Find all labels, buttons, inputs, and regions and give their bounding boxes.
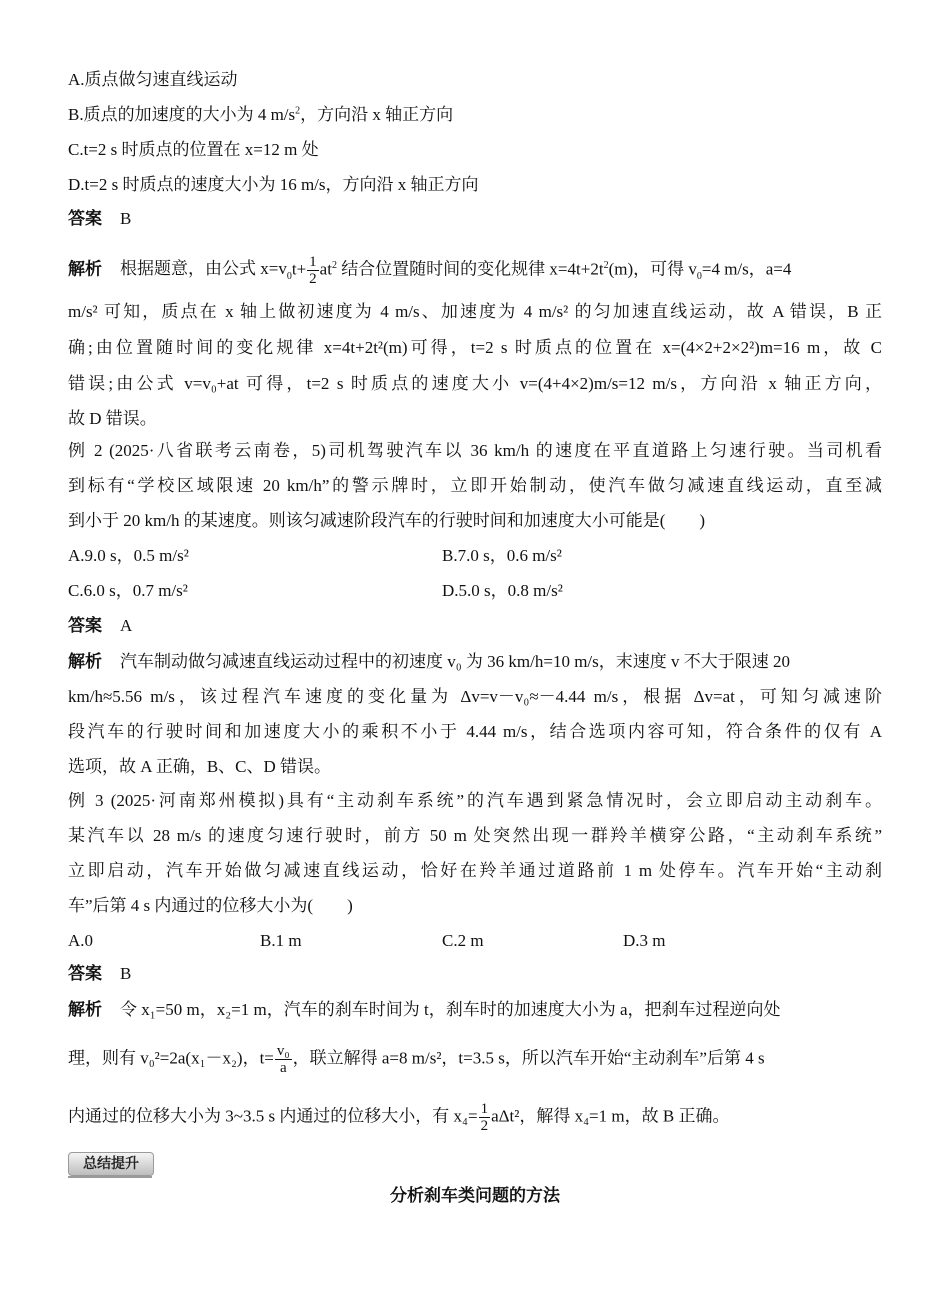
answer-2 (68, 614, 132, 638)
analysis-1-text-d: 结合位置随时间的变化规律 x=4t+2t (336, 259, 604, 279)
summary-badge: 总结提升 (68, 1152, 154, 1176)
analysis-2-text: 汽车制动做匀减速直线运动过程中的初速度 v₀ 为 36 km/h=10 m/s，末速度 v 不大于限速 20 (120, 652, 791, 671)
analysis-3-text-b: ，联立解得 a=8 m/s²，t=3.5 s，所以汽车开始“主动刹车”后第 4 s (292, 1048, 765, 1068)
fraction-numerator: 1 (309, 254, 317, 270)
example-3-line-4: 车”后第 4 s 内通过的位移大小为( ) (68, 896, 353, 915)
analysis-1-line-2: m/s² 可知，质点在 x 轴上做初速度为 4 m/s、加速度为 4 m/s² 的匀加速直线运动，故 A 错误，B 正 (68, 302, 882, 321)
option-b-sup: 2 (295, 105, 301, 117)
analysis-1-text-a: 根据题意，由公式 x=v (120, 259, 287, 279)
fraction-numerator: v₀ (276, 1043, 290, 1059)
example-2-option-b: B.7.0 s，0.6 m/s² (442, 546, 562, 565)
option-b-tail: ，方向沿 x 轴正方向 (300, 105, 454, 124)
example-3-option-c: C.2 m (442, 931, 484, 950)
analysis-1-line-5: 故 D 错误。 (68, 409, 157, 428)
fraction-v0-over-a (275, 1043, 292, 1076)
example-2-option-a: A.9.0 s，0.5 m/s² (68, 546, 189, 565)
fraction-half (307, 254, 319, 287)
analysis-3-line-3 (68, 1101, 729, 1134)
analysis-1-sup-2: 2 (603, 259, 609, 271)
option-d: D.t=2 s 时质点的速度大小为 16 m/s，方向沿 x 轴正方向 (68, 175, 479, 194)
example-3-option-a: A.0 (68, 931, 94, 950)
answer-label: 答案 (68, 616, 102, 635)
answer-value: B (120, 964, 132, 983)
option-a: A.质点做匀速直线运动 (68, 70, 238, 89)
fraction-denominator: 2 (309, 271, 317, 287)
option-c: C.t=2 s 时质点的位置在 x=12 m 处 (68, 140, 319, 159)
analysis-3-text: 令 x₁=50 m，x₂=1 m，汽车的刹车时间为 t，刹车时的加速度大小为 a，把刹车过程逆向处 (120, 1000, 781, 1019)
analysis-1-text-e: (m)，可得 v (608, 259, 697, 279)
analysis-label: 解析 (68, 652, 102, 671)
example-3-line-2: 某汽车以 28 m/s 的速度匀速行驶时，前方 50 m 处突然出现一群羚羊横穿公路，“主动刹车系统” (68, 826, 882, 845)
analysis-1-line-3: 确;由位置随时间的变化规律 x=4t+2t²(m)可得，t=2 s 时质点的位置在 x=(4×2+2×2²)m=16 m，故 C (68, 338, 882, 357)
option-b (68, 103, 453, 127)
analysis-3-line-1 (68, 998, 781, 1022)
example-3-option-b: B.1 m (260, 931, 302, 950)
analysis-3-text-c: 内通过的位移大小为 3~3.5 s 内通过的位移大小，有 x₄= (68, 1106, 478, 1126)
analysis-label: 解析 (68, 259, 102, 279)
example-2-line-1: 例 2 (2025·八省联考云南卷，5)司机驾驶汽车以 36 km/h 的速度在平直道路上匀速行驶。当司机看 (68, 441, 882, 460)
fraction-numerator: 1 (480, 1101, 489, 1117)
analysis-2-line-2: km/h≈5.56 m/s，该过程汽车速度的变化量为 Δv=v－v₀≈－4.44 m/s，根据 Δv=at，可知匀减速阶 (68, 687, 882, 706)
analysis-2-line-3: 段汽车的行驶时间和加速度大小的乘积不小于 4.44 m/s，结合选项内容可知，符合条件的仅有 A (68, 722, 882, 741)
analysis-1-text-f: =4 m/s，a=4 (701, 259, 792, 279)
example-2-option-c: C.6.0 s，0.7 m/s² (68, 581, 188, 600)
example-3-option-d: D.3 m (623, 931, 666, 950)
summary-badge-underline (68, 1176, 152, 1178)
analysis-1-sup: 2 (331, 259, 337, 271)
analysis-1-line-4: 错误;由公式 v=v₀+at 可得，t=2 s 时质点的速度大小 v=(4+4×2)m/s=12 m/s，方向沿 x 轴正方向， (68, 374, 882, 393)
analysis-2-line-1 (68, 650, 882, 674)
analysis-label: 解析 (68, 1000, 102, 1019)
analysis-2-line-4: 选项，故 A 正确，B、C、D 错误。 (68, 757, 332, 776)
answer-label: 答案 (68, 964, 102, 983)
option-b-text: B.质点的加速度的大小为 4 m/s (68, 105, 296, 124)
fraction-half-2 (479, 1101, 491, 1134)
fraction-denominator: 2 (480, 1118, 489, 1134)
summary-title: 分析刹车类问题的方法 (390, 1186, 560, 1205)
answer-3 (68, 962, 131, 986)
analysis-3-text-a: 理，则有 v₀²=2a(x₁－x₂)，t= (68, 1048, 274, 1068)
answer-1 (68, 207, 131, 231)
fraction-denominator: a (279, 1060, 287, 1076)
analysis-1-sub: 0 (286, 270, 292, 282)
example-3-line-3: 立即启动，汽车开始做匀减速直线运动，恰好在羚羊通过道路前 1 m 处停车。汽车开始“主动刹 (68, 861, 882, 880)
answer-value: B (120, 209, 132, 228)
answer-label: 答案 (68, 209, 102, 228)
answer-value: A (120, 616, 133, 635)
analysis-1-line-1 (68, 254, 791, 287)
example-2-line-2: 到标有“学校区域限速 20 km/h”的警示牌时，立即开始制动，使汽车做匀减速直线运动，直至减 (68, 476, 882, 495)
example-2-option-d: D.5.0 s，0.8 m/s² (442, 581, 563, 600)
example-2-line-3: 到小于 20 km/h 的某速度。则该匀减速阶段汽车的行驶时间和加速度大小可能是( ) (68, 511, 706, 530)
analysis-1-text-c: at (319, 259, 332, 279)
analysis-1-sub-2: 0 (696, 270, 702, 282)
analysis-3-text-d: aΔt²，解得 x₄=1 m，故 B 正确。 (491, 1106, 730, 1126)
analysis-3-line-2 (68, 1043, 765, 1076)
example-3-line-1: 例 3 (2025·河南郑州模拟)具有“主动刹车系统”的汽车遇到紧急情况时，会立即启动主动刹车。 (68, 791, 882, 810)
analysis-1-text-b: t+ (291, 259, 307, 279)
